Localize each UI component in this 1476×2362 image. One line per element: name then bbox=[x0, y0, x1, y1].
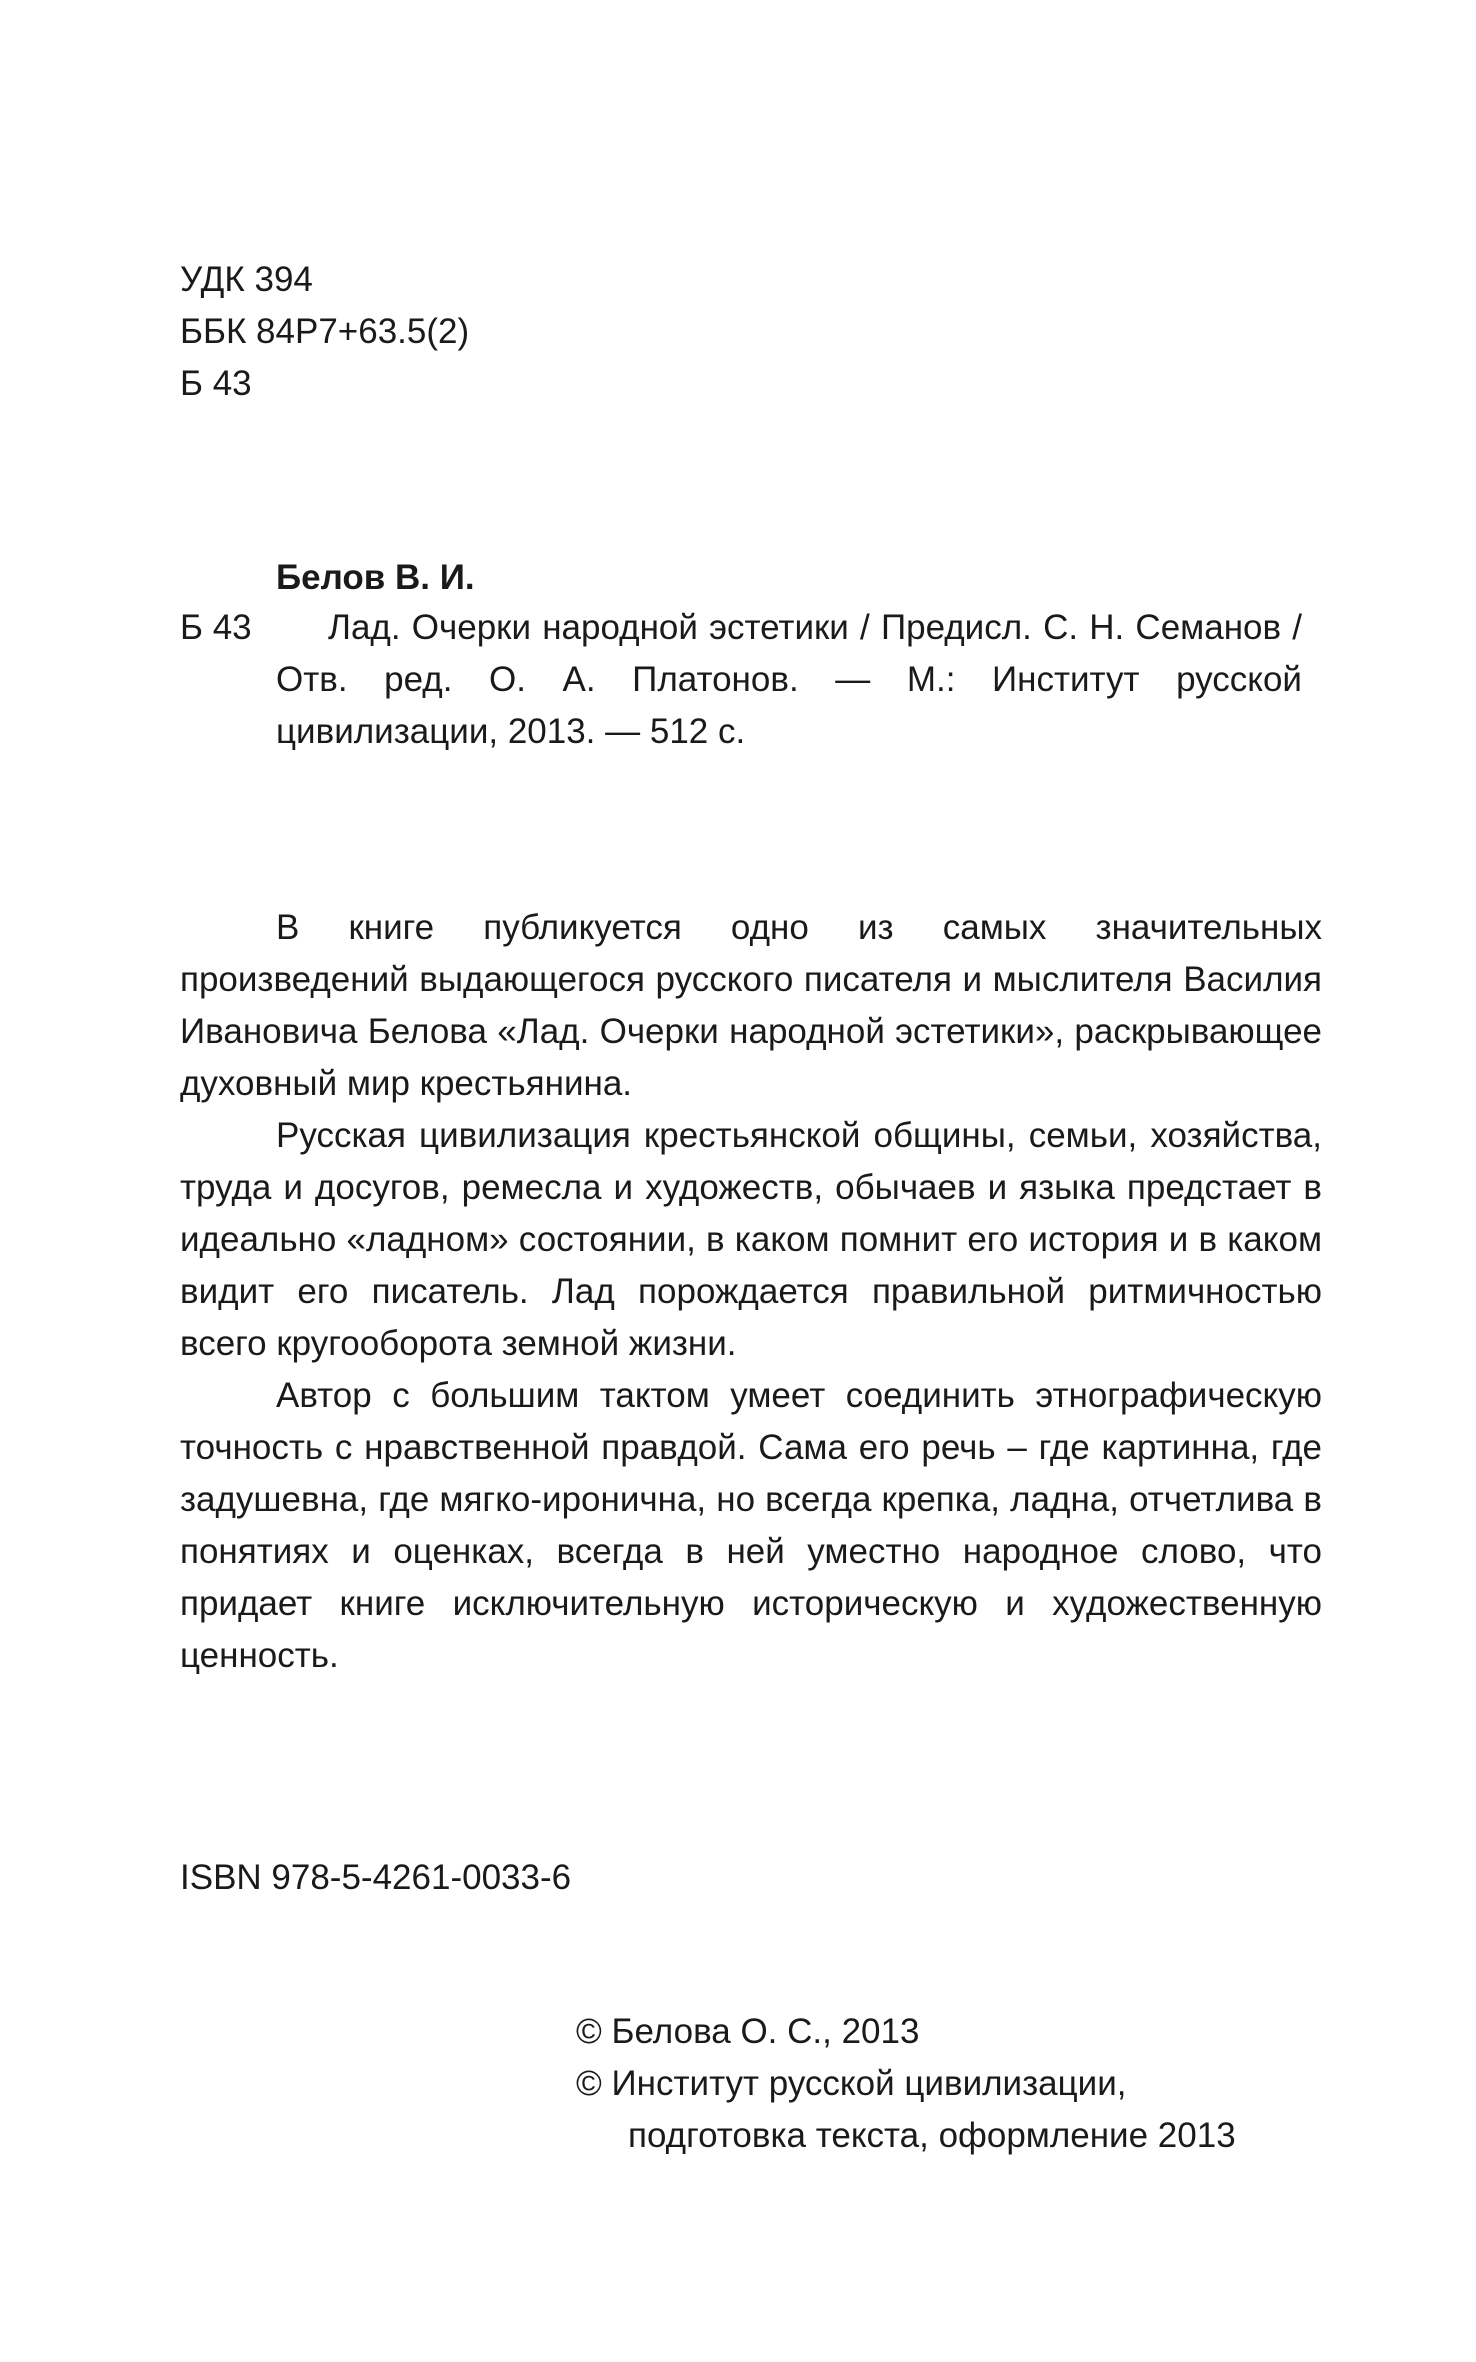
bbk-code: ББК 84Р7+63.5(2) bbox=[180, 312, 470, 351]
abstract-paragraph: В книге публикуется одно из самых значительных произведений выдающегося русского писателя и мыслителя Василия Ивановича Белова «Лад. Очерки народной эстетики», раскрывающее духовный мир крестьянина. bbox=[180, 908, 1322, 1103]
abstract-paragraph: Автор с большим тактом умеет соединить этнографическую точность с нравственной правдой. Сама его речь – где картинна, где задушевна, где мягко-иронична, но всегда крепка, ладна, отчетлива в понятиях и оценках, всегда в ней уместно народное слово, что придает книге исключительную историческую и художественную ценность. bbox=[180, 1376, 1322, 1675]
classification-codes bbox=[180, 254, 469, 410]
isbn: ISBN 978-5-4261-0033-6 bbox=[180, 1858, 572, 1897]
copyright-line: © Институт русской цивилизации, bbox=[576, 2064, 1127, 2103]
abstract bbox=[180, 902, 1322, 1682]
entry-code: Б 43 bbox=[180, 608, 252, 647]
author-mark: Б 43 bbox=[180, 364, 252, 403]
entry-description: Лад. Очерки народной эстетики / Предисл. С. Н. Семанов / Отв. ред. О. А. Платонов. — М.: Институт русской цивилизации, 2013. — 512 с. bbox=[276, 608, 1302, 751]
udk-code: УДК 394 bbox=[180, 260, 313, 299]
copyright-block bbox=[576, 2006, 1236, 2162]
copyright-line: подготовка текста, оформление 2013 bbox=[628, 2116, 1236, 2155]
author-name: Белов В. И. bbox=[276, 558, 475, 597]
abstract-paragraph: Русская цивилизация крестьянской общины, семьи, хозяйства, труда и досугов, ремесла и художеств, обычаев и языка предстает в идеально «ладном» состоянии, в каком помнит его история и в каком видит его писатель. Лад порождается правильной ритмичностью всего кругооборота земной жизни. bbox=[180, 1116, 1322, 1363]
copyright-line: © Белова О. С., 2013 bbox=[576, 2012, 920, 2051]
